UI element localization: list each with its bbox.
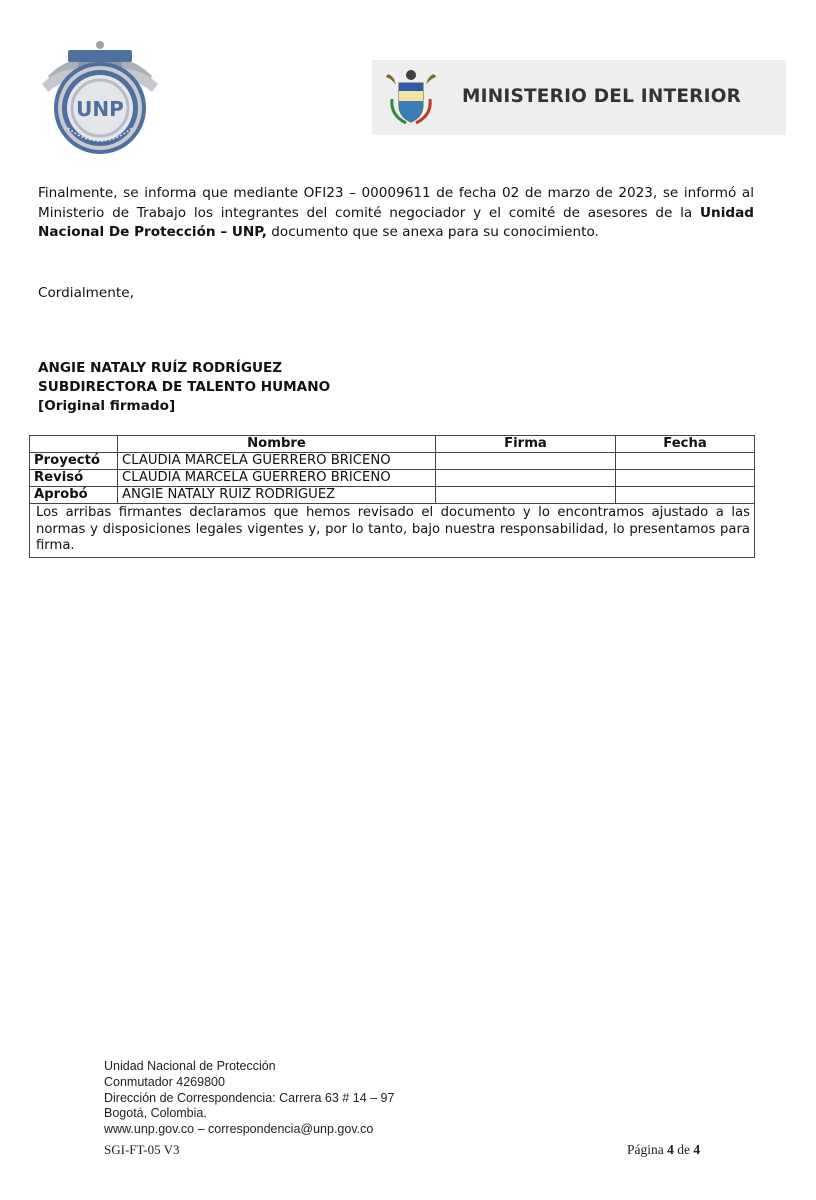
table-row (30, 487, 755, 504)
column-header-name: Nombre (118, 436, 436, 453)
row-date (616, 470, 755, 487)
page-label: Página (627, 1142, 664, 1157)
row-signature (436, 453, 616, 470)
footer-line: Conmutador 4269800 (104, 1074, 225, 1089)
footer-line: Unidad Nacional de Protección (104, 1059, 276, 1073)
page-current: 4 (667, 1142, 674, 1157)
colombia-coat-of-arms-icon (386, 69, 436, 127)
signature-note: [Original firmado] (38, 398, 176, 414)
review-table (29, 435, 755, 558)
table-row (30, 453, 755, 470)
row-role: Aprobó (30, 487, 118, 504)
row-date (616, 487, 755, 504)
row-name: CLAUDIA MARCELA GUERRERO BRICEÑO (118, 470, 436, 487)
row-role: Revisó (30, 470, 118, 487)
footer-line: www.unp.gov.co – correspondencia@unp.gov.co (104, 1122, 374, 1137)
page-of: de (677, 1142, 690, 1157)
unp-logo-text: UNP (76, 97, 124, 121)
column-header-date: Fecha (616, 436, 755, 453)
signature-block (38, 359, 330, 416)
table-header-row (30, 436, 755, 453)
footer-line: Dirección de Correspondencia: Carrera 63 # 14 – 97 (104, 1090, 395, 1105)
footer-line: Bogotá, Colombia. (104, 1106, 207, 1121)
row-signature (436, 470, 616, 487)
declaration-text: Los arribas firmantes declaramos que hemos revisado el documento y lo encontramos ajustado a las normas y disposiciones legales vigentes y, por lo tanto, bajo nuestra responsabilidad, lo presentamos para firma. (30, 504, 755, 558)
row-signature (436, 487, 616, 504)
footer-contact (104, 1059, 394, 1138)
body-paragraph (38, 184, 754, 243)
column-header (30, 436, 118, 453)
row-name: CLAUDIA MARCELA GUERRERO BRICEÑO (118, 453, 436, 470)
paragraph-text-prefix: Finalmente, se informa que mediante OFI23 – 00009611 de fecha 02 de marzo de 2023, se informó al Ministerio de Trabajo los integrantes del comité negociador y el comité de asesores de la (38, 185, 754, 221)
paragraph-entity-name: Unidad Nacional De Protección – UNP, (38, 204, 754, 240)
row-date (616, 453, 755, 470)
unp-logo (38, 36, 162, 160)
row-role: Proyectó (30, 453, 118, 470)
page-counter (627, 1142, 700, 1158)
table-row-declaration (30, 504, 755, 558)
page-total: 4 (693, 1142, 701, 1157)
ministry-name: MINISTERIO DEL INTERIOR (462, 86, 742, 107)
signatory-name: ANGIE NATALY RUÍZ RODRÍGUEZ (38, 360, 283, 376)
paragraph-text-suffix: documento que se anexa para su conocimiento. (266, 224, 599, 240)
table-row (30, 470, 755, 487)
form-code: SGI-FT-05 V3 (104, 1142, 180, 1157)
ministry-banner (372, 60, 786, 135)
signatory-title: SUBDIRECTORA DE TALENTO HUMANO (38, 379, 331, 395)
closing-salutation: Cordialmente, (38, 285, 134, 301)
column-header-signature: Firma (436, 436, 616, 453)
row-name: ANGIE NATALY RUÍZ RODRÍGUEZ (118, 487, 436, 504)
